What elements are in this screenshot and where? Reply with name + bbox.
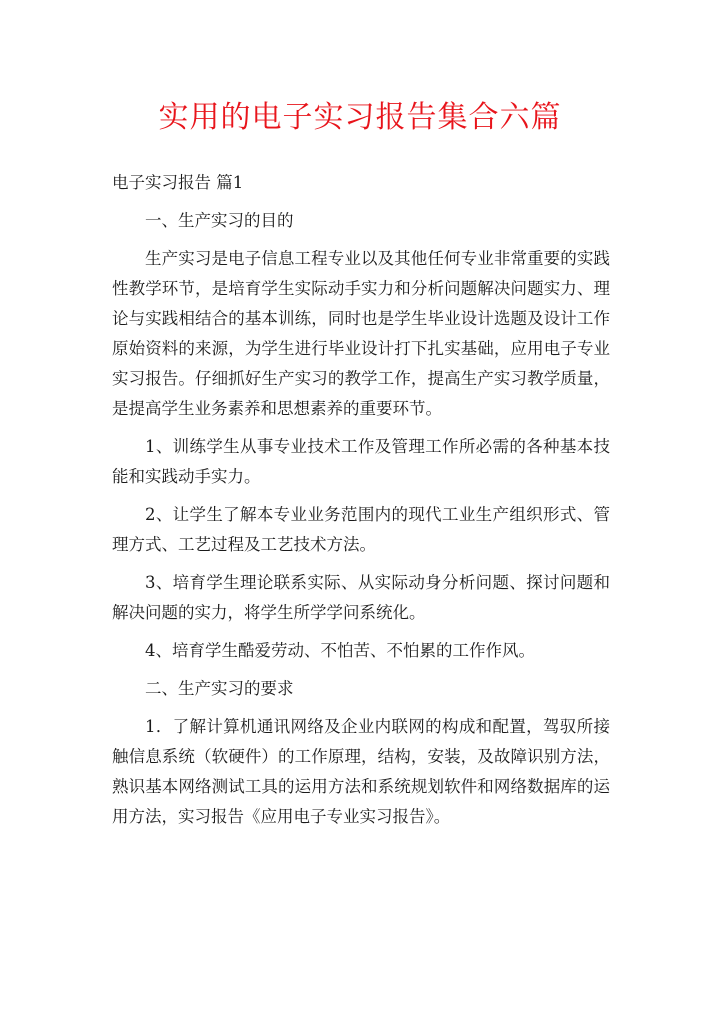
document-body — [112, 168, 610, 832]
list-item-4: 4、培育学生酷爱劳动、不怕苦、不怕累的工作作风。 — [145, 641, 535, 660]
list-item-1: 1、训练学生从事专业技术工作及管理工作所必需的各种基本技能和实践动手实力。 — [112, 437, 610, 486]
section-label: 电子实习报告 篇1 — [112, 173, 244, 192]
paragraph-intro: 生产实习是电子信息工程专业以及其他任何专业非常重要的实践性教学环节，是培育学生实际动手实力和分析问题解决问题实力、理论与实践相结合的基本训练，同时也是学生毕业设计选题及设计工作原始资料的来源，为学生进行毕业设计打下扎实基础，应用电子专业实习报告。仔细抓好生产实习的教学工作，提高生产实习教学质量，是提高学生业务素养和思想素养的重要环节。 — [112, 249, 610, 418]
list-item-3: 3、培育学生理论联系实际、从实际动身分析问题、探讨问题和解决问题的实力，将学生所学学问系统化。 — [112, 573, 610, 622]
section-heading-requirements: 二、生产实习的要求 — [145, 679, 294, 698]
document-title: 实用的电子实习报告集合六篇 — [158, 100, 562, 135]
section-heading-purpose: 一、生产实习的目的 — [145, 211, 294, 230]
list-item-2: 2、让学生了解本专业业务范围内的现代工业生产组织形式、管理方式、工艺过程及工艺技术方法。 — [112, 505, 610, 554]
requirement-item-1: 1．了解计算机通讯网络及企业内联网的构成和配置，驾驭所接触信息系统（软硬件）的工作原理，结构，安装，及故障识别方法，熟识基本网络测试工具的运用方法和系统规划软件和网络数据库的运用方法，实习报告《应用电子专业实习报告》。 — [112, 717, 610, 826]
